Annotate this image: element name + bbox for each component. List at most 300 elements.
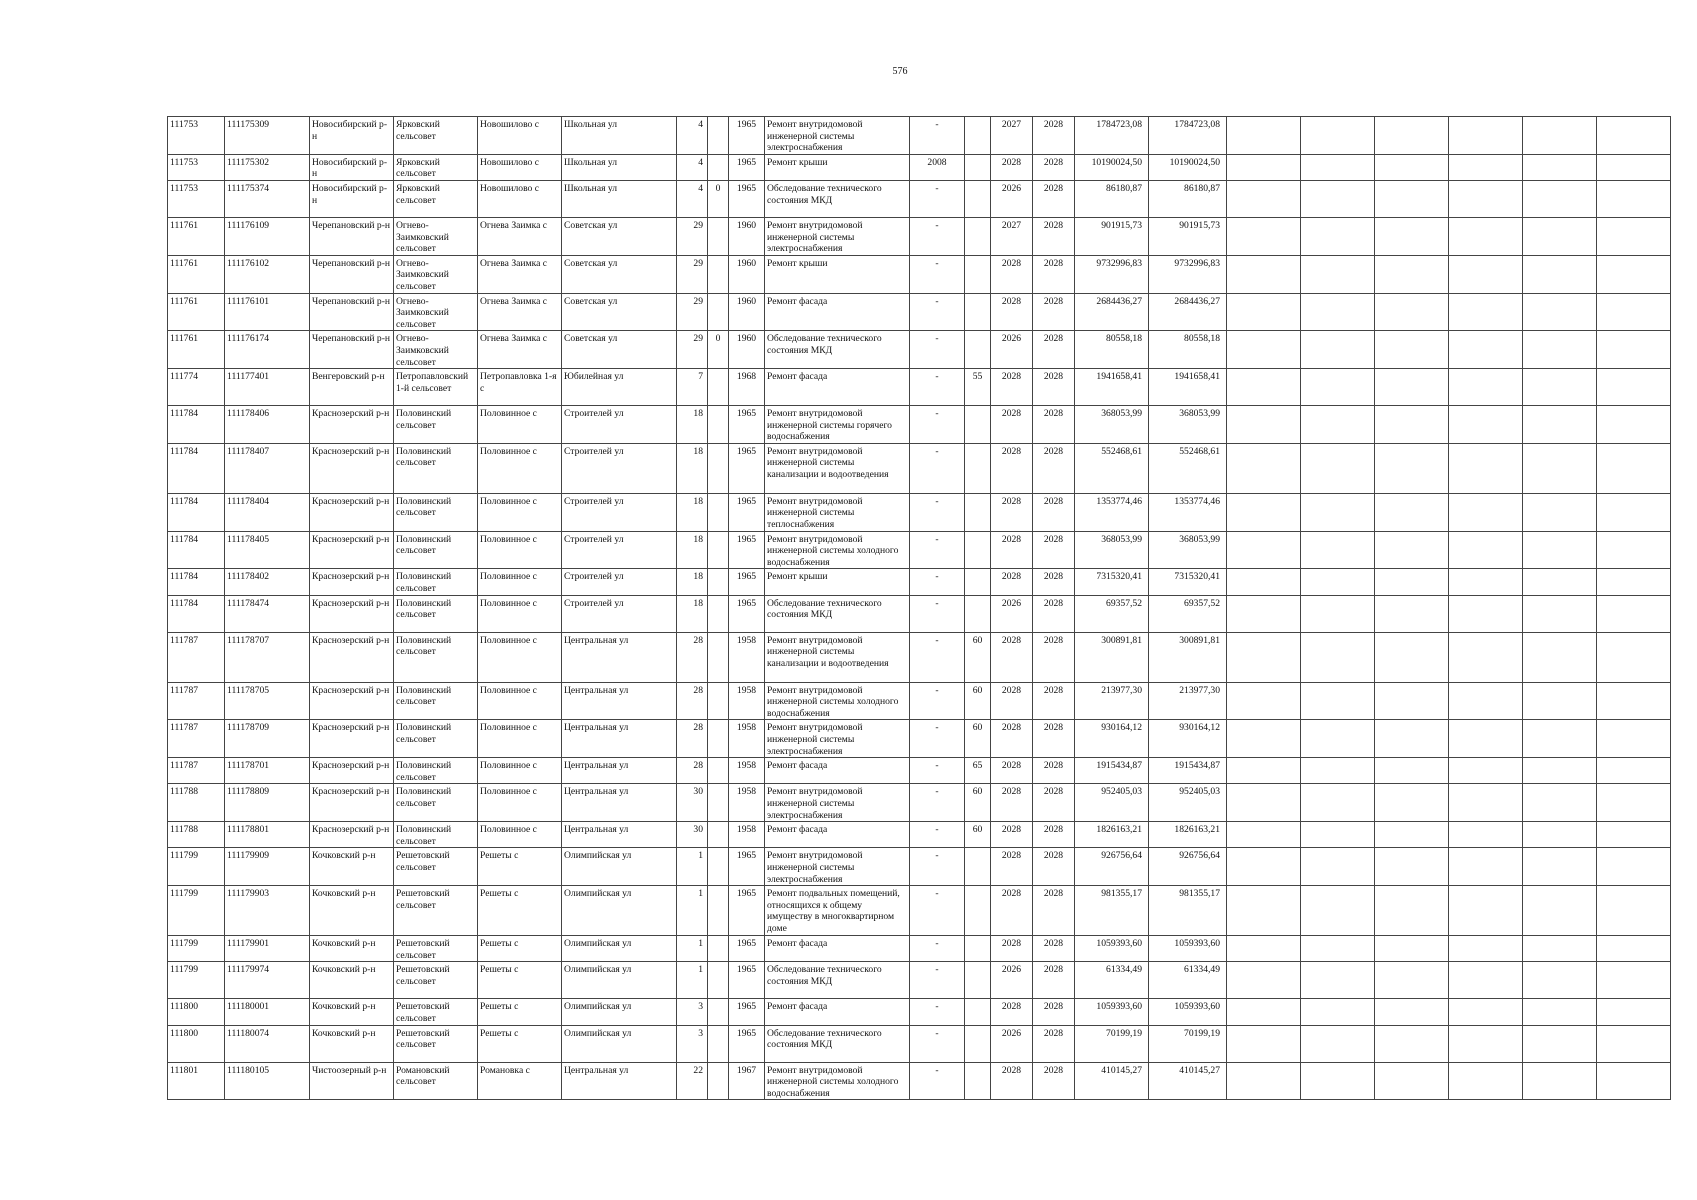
previous-repair-year-cell: - (910, 255, 965, 293)
plan-end-year-cell: 2028 (1033, 331, 1075, 369)
plan-start-year-cell: 2028 (991, 1062, 1033, 1100)
empty-cell (1449, 569, 1523, 595)
wear-percent-cell: 65 (965, 758, 991, 784)
building-cell (708, 117, 729, 155)
previous-repair-year-cell: - (910, 443, 965, 493)
empty-cell (1227, 784, 1301, 822)
council-cell: Половинский сельсовет (394, 758, 478, 784)
settlement-cell: Решеты с (478, 848, 562, 886)
district-cell: Кочковский р-н (310, 1025, 394, 1062)
previous-repair-year-cell: - (910, 720, 965, 758)
plan-start-year-cell: 2026 (991, 595, 1033, 632)
empty-cell (1449, 632, 1523, 682)
plan-start-year-cell: 2028 (991, 255, 1033, 293)
council-cell: Решетовский сельсовет (394, 999, 478, 1025)
previous-repair-year-cell: - (910, 822, 965, 848)
council-cell: Огнево-Заимковский сельсовет (394, 331, 478, 369)
empty-cell (1597, 569, 1671, 595)
council-cell: Петропавловский 1-й сельсовет (394, 369, 478, 406)
empty-cell (1597, 406, 1671, 444)
empty-cell (1523, 682, 1597, 720)
row-id-cell: 111799 (168, 848, 225, 886)
empty-cell (1301, 117, 1375, 155)
empty-cell (1523, 217, 1597, 255)
table-row (168, 595, 1671, 632)
empty-cell (1301, 1025, 1375, 1062)
row-id-cell: 111800 (168, 1025, 225, 1062)
house-number-cell: 30 (677, 784, 708, 822)
empty-cell (1375, 331, 1449, 369)
district-cell: Черепановский р-н (310, 331, 394, 369)
object-code-cell: 111178404 (225, 493, 310, 531)
total-cost-cell: 930164,12 (1149, 720, 1227, 758)
cost-cell: 1941658,41 (1075, 369, 1149, 406)
settlement-cell: Половинное с (478, 784, 562, 822)
row-id-cell: 111761 (168, 255, 225, 293)
building-cell: 0 (708, 331, 729, 369)
empty-cell (1375, 632, 1449, 682)
plan-start-year-cell: 2028 (991, 886, 1033, 936)
cost-cell: 300891,81 (1075, 632, 1149, 682)
plan-end-year-cell: 2028 (1033, 406, 1075, 444)
total-cost-cell: 70199,19 (1149, 1025, 1227, 1062)
previous-repair-year-cell: - (910, 406, 965, 444)
total-cost-cell: 7315320,41 (1149, 569, 1227, 595)
street-cell: Олимпийская ул (562, 962, 677, 999)
street-cell: Центральная ул (562, 632, 677, 682)
table-row (168, 720, 1671, 758)
street-cell: Центральная ул (562, 758, 677, 784)
empty-cell (1227, 936, 1301, 962)
settlement-cell: Новошилово с (478, 117, 562, 155)
build-year-cell: 1960 (729, 331, 765, 369)
build-year-cell: 1965 (729, 406, 765, 444)
plan-end-year-cell: 2028 (1033, 595, 1075, 632)
object-code-cell: 111179909 (225, 848, 310, 886)
build-year-cell: 1965 (729, 962, 765, 999)
row-id-cell: 111761 (168, 217, 225, 255)
table-row (168, 569, 1671, 595)
empty-cell (1449, 331, 1523, 369)
cost-cell: 70199,19 (1075, 1025, 1149, 1062)
plan-start-year-cell: 2028 (991, 443, 1033, 493)
house-number-cell: 3 (677, 999, 708, 1025)
empty-cell (1523, 443, 1597, 493)
table-row (168, 784, 1671, 822)
empty-cell (1449, 886, 1523, 936)
plan-start-year-cell: 2028 (991, 369, 1033, 406)
empty-cell (1301, 999, 1375, 1025)
cost-cell: 1826163,21 (1075, 822, 1149, 848)
plan-end-year-cell: 2028 (1033, 822, 1075, 848)
row-id-cell: 111753 (168, 180, 225, 217)
settlement-cell: Огнева Заимка с (478, 293, 562, 331)
council-cell: Половинский сельсовет (394, 784, 478, 822)
empty-cell (1301, 886, 1375, 936)
empty-cell (1375, 255, 1449, 293)
table-row (168, 886, 1671, 936)
cost-cell: 1353774,46 (1075, 493, 1149, 531)
settlement-cell: Огнева Заимка с (478, 255, 562, 293)
plan-end-year-cell: 2028 (1033, 154, 1075, 180)
district-cell: Краснозерский р-н (310, 632, 394, 682)
empty-cell (1523, 936, 1597, 962)
empty-cell (1523, 406, 1597, 444)
plan-end-year-cell: 2028 (1033, 758, 1075, 784)
empty-cell (1449, 1062, 1523, 1100)
object-code-cell: 111178407 (225, 443, 310, 493)
empty-cell (1597, 154, 1671, 180)
cost-cell: 86180,87 (1075, 180, 1149, 217)
empty-cell (1227, 962, 1301, 999)
empty-cell (1301, 293, 1375, 331)
plan-end-year-cell: 2028 (1033, 369, 1075, 406)
total-cost-cell: 10190024,50 (1149, 154, 1227, 180)
house-number-cell: 18 (677, 595, 708, 632)
work-type-cell: Обследование технического состояния МКД (765, 180, 910, 217)
empty-cell (1301, 720, 1375, 758)
object-code-cell: 111175302 (225, 154, 310, 180)
empty-cell (1523, 784, 1597, 822)
empty-cell (1227, 720, 1301, 758)
empty-cell (1301, 632, 1375, 682)
empty-cell (1301, 443, 1375, 493)
empty-cell (1597, 999, 1671, 1025)
empty-cell (1449, 848, 1523, 886)
building-cell (708, 632, 729, 682)
district-cell: Краснозерский р-н (310, 822, 394, 848)
empty-cell (1597, 180, 1671, 217)
wear-percent-cell (965, 569, 991, 595)
settlement-cell: Половинное с (478, 758, 562, 784)
empty-cell (1227, 443, 1301, 493)
object-code-cell: 111178474 (225, 595, 310, 632)
plan-start-year-cell: 2026 (991, 331, 1033, 369)
empty-cell (1449, 595, 1523, 632)
empty-cell (1523, 493, 1597, 531)
table-row (168, 217, 1671, 255)
wear-percent-cell: 60 (965, 720, 991, 758)
total-cost-cell: 1784723,08 (1149, 117, 1227, 155)
empty-cell (1375, 936, 1449, 962)
empty-cell (1227, 1025, 1301, 1062)
empty-cell (1375, 1025, 1449, 1062)
total-cost-cell: 80558,18 (1149, 331, 1227, 369)
street-cell: Строителей ул (562, 443, 677, 493)
empty-cell (1301, 493, 1375, 531)
plan-end-year-cell: 2028 (1033, 632, 1075, 682)
previous-repair-year-cell: - (910, 369, 965, 406)
empty-cell (1375, 493, 1449, 531)
street-cell: Юбилейная ул (562, 369, 677, 406)
work-type-cell: Ремонт внутридомовой инженерной системы электроснабжения (765, 848, 910, 886)
total-cost-cell: 300891,81 (1149, 632, 1227, 682)
capital-repair-table (167, 116, 1671, 1100)
wear-percent-cell (965, 493, 991, 531)
row-id-cell: 111787 (168, 632, 225, 682)
empty-cell (1227, 999, 1301, 1025)
council-cell: Решетовский сельсовет (394, 848, 478, 886)
street-cell: Советская ул (562, 331, 677, 369)
object-code-cell: 111180074 (225, 1025, 310, 1062)
council-cell: Половинский сельсовет (394, 443, 478, 493)
wear-percent-cell (965, 1025, 991, 1062)
work-type-cell: Обследование технического состояния МКД (765, 962, 910, 999)
building-cell (708, 784, 729, 822)
empty-cell (1523, 154, 1597, 180)
district-cell: Кочковский р-н (310, 848, 394, 886)
empty-cell (1301, 369, 1375, 406)
empty-cell (1597, 886, 1671, 936)
work-type-cell: Ремонт фасада (765, 293, 910, 331)
row-id-cell: 111784 (168, 569, 225, 595)
cost-cell: 1059393,60 (1075, 936, 1149, 962)
building-cell (708, 886, 729, 936)
empty-cell (1597, 117, 1671, 155)
empty-cell (1597, 632, 1671, 682)
plan-start-year-cell: 2028 (991, 720, 1033, 758)
council-cell: Огнево-Заимковский сельсовет (394, 293, 478, 331)
district-cell: Краснозерский р-н (310, 531, 394, 569)
empty-cell (1523, 531, 1597, 569)
empty-cell (1301, 154, 1375, 180)
work-type-cell: Ремонт фасада (765, 758, 910, 784)
plan-start-year-cell: 2028 (991, 848, 1033, 886)
street-cell: Центральная ул (562, 682, 677, 720)
empty-cell (1227, 493, 1301, 531)
object-code-cell: 111176109 (225, 217, 310, 255)
house-number-cell: 4 (677, 117, 708, 155)
work-type-cell: Ремонт фасада (765, 999, 910, 1025)
build-year-cell: 1965 (729, 886, 765, 936)
total-cost-cell: 368053,99 (1149, 406, 1227, 444)
plan-end-year-cell: 2028 (1033, 962, 1075, 999)
building-cell (708, 720, 729, 758)
previous-repair-year-cell: - (910, 962, 965, 999)
total-cost-cell: 926756,64 (1149, 848, 1227, 886)
council-cell: Половинский сельсовет (394, 595, 478, 632)
empty-cell (1523, 962, 1597, 999)
street-cell: Советская ул (562, 255, 677, 293)
empty-cell (1449, 217, 1523, 255)
cost-cell: 952405,03 (1075, 784, 1149, 822)
wear-percent-cell: 60 (965, 682, 991, 720)
empty-cell (1449, 531, 1523, 569)
plan-start-year-cell: 2026 (991, 180, 1033, 217)
empty-cell (1449, 180, 1523, 217)
empty-cell (1375, 406, 1449, 444)
row-id-cell: 111788 (168, 822, 225, 848)
building-cell (708, 822, 729, 848)
plan-start-year-cell: 2028 (991, 632, 1033, 682)
build-year-cell: 1965 (729, 493, 765, 531)
house-number-cell: 18 (677, 569, 708, 595)
total-cost-cell: 86180,87 (1149, 180, 1227, 217)
empty-cell (1227, 406, 1301, 444)
empty-cell (1523, 117, 1597, 155)
district-cell: Краснозерский р-н (310, 758, 394, 784)
build-year-cell: 1965 (729, 569, 765, 595)
house-number-cell: 28 (677, 632, 708, 682)
cost-cell: 368053,99 (1075, 406, 1149, 444)
wear-percent-cell (965, 595, 991, 632)
empty-cell (1375, 720, 1449, 758)
wear-percent-cell (965, 886, 991, 936)
council-cell: Огнево-Заимковский сельсовет (394, 255, 478, 293)
work-type-cell: Ремонт фасада (765, 822, 910, 848)
empty-cell (1227, 154, 1301, 180)
empty-cell (1301, 682, 1375, 720)
cost-cell: 981355,17 (1075, 886, 1149, 936)
build-year-cell: 1965 (729, 180, 765, 217)
street-cell: Школьная ул (562, 180, 677, 217)
settlement-cell: Петропавловка 1-я с (478, 369, 562, 406)
object-code-cell: 111175309 (225, 117, 310, 155)
row-id-cell: 111799 (168, 936, 225, 962)
house-number-cell: 1 (677, 886, 708, 936)
plan-start-year-cell: 2028 (991, 493, 1033, 531)
house-number-cell: 4 (677, 180, 708, 217)
previous-repair-year-cell: - (910, 493, 965, 531)
table-row (168, 406, 1671, 444)
empty-cell (1523, 632, 1597, 682)
work-type-cell: Ремонт внутридомовой инженерной системы электроснабжения (765, 784, 910, 822)
district-cell: Краснозерский р-н (310, 443, 394, 493)
council-cell: Половинский сельсовет (394, 682, 478, 720)
total-cost-cell: 368053,99 (1149, 531, 1227, 569)
plan-start-year-cell: 2027 (991, 117, 1033, 155)
empty-cell (1597, 1025, 1671, 1062)
wear-percent-cell (965, 255, 991, 293)
plan-end-year-cell: 2028 (1033, 784, 1075, 822)
work-type-cell: Ремонт крыши (765, 569, 910, 595)
work-type-cell: Ремонт внутридомовой инженерной системы канализации и водоотведения (765, 443, 910, 493)
settlement-cell: Половинное с (478, 822, 562, 848)
settlement-cell: Огнева Заимка с (478, 217, 562, 255)
table-row (168, 369, 1671, 406)
wear-percent-cell (965, 962, 991, 999)
wear-percent-cell (965, 531, 991, 569)
district-cell: Новосибирский р-н (310, 154, 394, 180)
house-number-cell: 29 (677, 331, 708, 369)
empty-cell (1597, 331, 1671, 369)
empty-cell (1449, 117, 1523, 155)
district-cell: Черепановский р-н (310, 255, 394, 293)
work-type-cell: Ремонт внутридомовой инженерной системы горячего водоснабжения (765, 406, 910, 444)
plan-end-year-cell: 2028 (1033, 180, 1075, 217)
empty-cell (1523, 255, 1597, 293)
council-cell: Половинский сельсовет (394, 569, 478, 595)
total-cost-cell: 901915,73 (1149, 217, 1227, 255)
cost-cell: 80558,18 (1075, 331, 1149, 369)
building-cell (708, 936, 729, 962)
council-cell: Половинский сельсовет (394, 822, 478, 848)
empty-cell (1227, 217, 1301, 255)
object-code-cell: 111178705 (225, 682, 310, 720)
house-number-cell: 18 (677, 406, 708, 444)
council-cell: Ярковский сельсовет (394, 180, 478, 217)
previous-repair-year-cell: - (910, 217, 965, 255)
building-cell (708, 999, 729, 1025)
previous-repair-year-cell: - (910, 1062, 965, 1100)
table-row (168, 293, 1671, 331)
empty-cell (1375, 154, 1449, 180)
settlement-cell: Половинное с (478, 720, 562, 758)
build-year-cell: 1958 (729, 632, 765, 682)
work-type-cell: Обследование технического состояния МКД (765, 595, 910, 632)
plan-start-year-cell: 2028 (991, 758, 1033, 784)
council-cell: Половинский сельсовет (394, 632, 478, 682)
building-cell (708, 1062, 729, 1100)
previous-repair-year-cell: - (910, 848, 965, 886)
empty-cell (1375, 962, 1449, 999)
cost-cell: 61334,49 (1075, 962, 1149, 999)
street-cell: Центральная ул (562, 822, 677, 848)
plan-end-year-cell: 2028 (1033, 569, 1075, 595)
wear-percent-cell (965, 406, 991, 444)
empty-cell (1375, 1062, 1449, 1100)
empty-cell (1227, 180, 1301, 217)
plan-end-year-cell: 2028 (1033, 1025, 1075, 1062)
empty-cell (1227, 822, 1301, 848)
work-type-cell: Ремонт внутридомовой инженерной системы канализации и водоотведения (765, 632, 910, 682)
object-code-cell: 111180001 (225, 999, 310, 1025)
row-id-cell: 111784 (168, 531, 225, 569)
settlement-cell: Новошилово с (478, 154, 562, 180)
empty-cell (1301, 784, 1375, 822)
empty-cell (1375, 758, 1449, 784)
build-year-cell: 1965 (729, 1025, 765, 1062)
street-cell: Центральная ул (562, 1062, 677, 1100)
district-cell: Краснозерский р-н (310, 784, 394, 822)
previous-repair-year-cell: - (910, 331, 965, 369)
empty-cell (1523, 1025, 1597, 1062)
work-type-cell: Ремонт внутридомовой инженерной системы электроснабжения (765, 720, 910, 758)
wear-percent-cell (965, 936, 991, 962)
empty-cell (1597, 293, 1671, 331)
empty-cell (1597, 784, 1671, 822)
empty-cell (1523, 886, 1597, 936)
work-type-cell: Ремонт внутридомовой инженерной системы электроснабжения (765, 217, 910, 255)
street-cell: Школьная ул (562, 154, 677, 180)
wear-percent-cell (965, 117, 991, 155)
object-code-cell: 111178402 (225, 569, 310, 595)
empty-cell (1227, 117, 1301, 155)
cost-cell: 552468,61 (1075, 443, 1149, 493)
empty-cell (1301, 822, 1375, 848)
district-cell: Кочковский р-н (310, 999, 394, 1025)
empty-cell (1597, 936, 1671, 962)
empty-cell (1227, 1062, 1301, 1100)
row-id-cell: 111801 (168, 1062, 225, 1100)
total-cost-cell: 61334,49 (1149, 962, 1227, 999)
table-row (168, 632, 1671, 682)
build-year-cell: 1965 (729, 848, 765, 886)
empty-cell (1301, 569, 1375, 595)
total-cost-cell: 1353774,46 (1149, 493, 1227, 531)
house-number-cell: 18 (677, 531, 708, 569)
settlement-cell: Романовка с (478, 1062, 562, 1100)
building-cell (708, 848, 729, 886)
empty-cell (1375, 569, 1449, 595)
empty-cell (1449, 293, 1523, 331)
building-cell (708, 406, 729, 444)
object-code-cell: 111176174 (225, 331, 310, 369)
cost-cell: 368053,99 (1075, 531, 1149, 569)
street-cell: Олимпийская ул (562, 886, 677, 936)
settlement-cell: Половинное с (478, 682, 562, 720)
settlement-cell: Новошилово с (478, 180, 562, 217)
